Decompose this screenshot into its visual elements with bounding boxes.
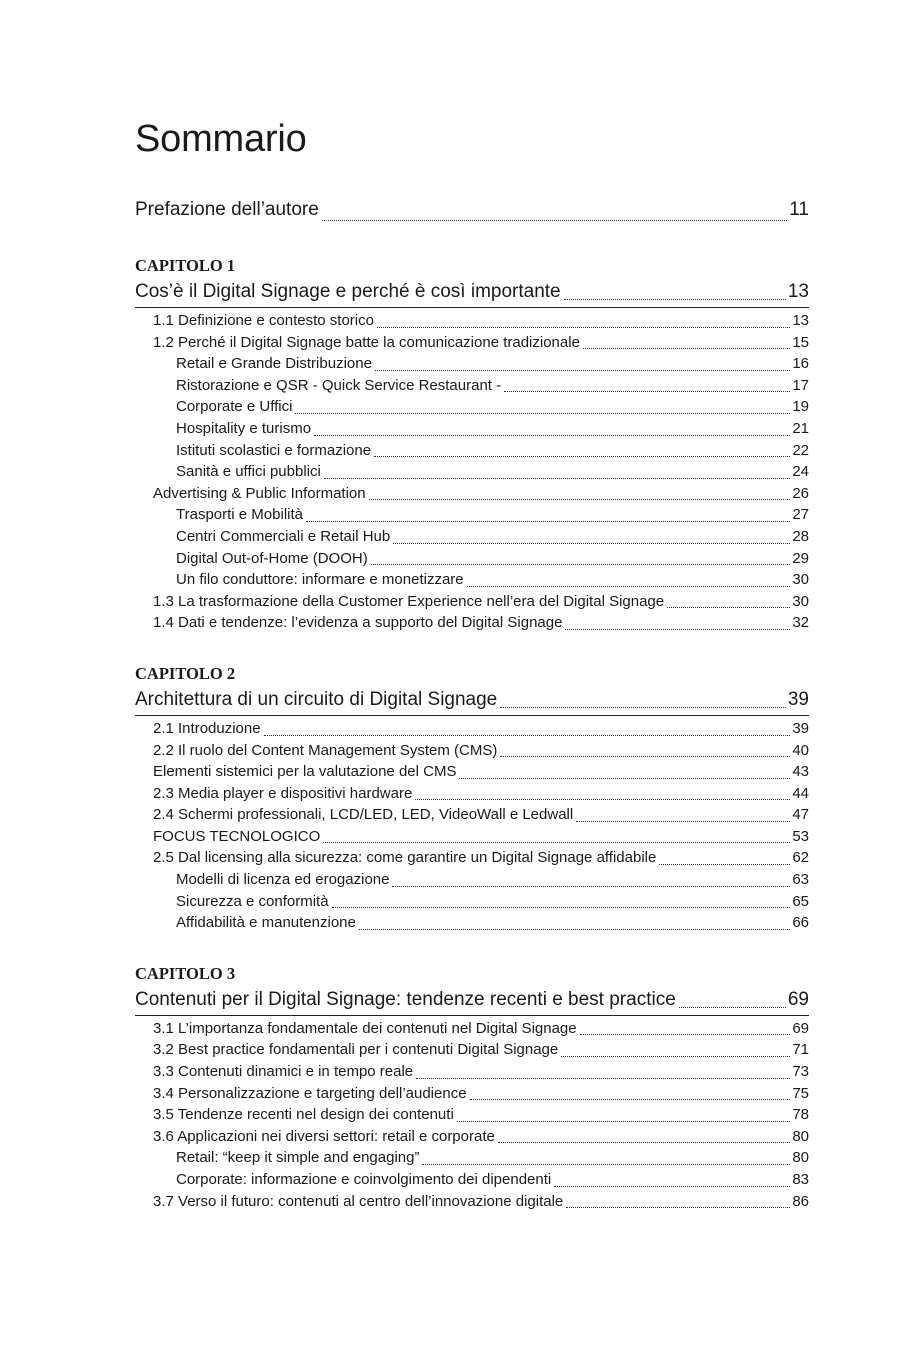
chapter-number: CAPITOLO 2 [135, 663, 236, 683]
chapter-entries [135, 310, 809, 634]
toc-entry[interactable] [135, 783, 809, 805]
toc-entry-page: 78 [792, 1106, 809, 1124]
toc-entry-label: Sicurezza e conformità [176, 892, 329, 910]
toc-entry-label: FOCUS TECNOLOGICO [153, 827, 321, 845]
dot-leader [377, 327, 790, 328]
dot-leader [554, 1186, 790, 1187]
toc-entry[interactable] [135, 1126, 809, 1148]
chapter-title-entry[interactable] [135, 985, 809, 1016]
toc-entry[interactable] [135, 740, 809, 762]
chapters-list [135, 255, 809, 1212]
toc-entry-label: 1.1 Definizione e contesto storico [153, 312, 374, 329]
toc-entry[interactable] [135, 612, 809, 634]
chapter-title-entry[interactable] [135, 277, 809, 308]
dot-leader [498, 1142, 790, 1143]
toc-entry[interactable] [135, 548, 809, 570]
dot-leader [371, 564, 791, 565]
toc-entry-label: Centri Commerciali e Retail Hub [176, 527, 391, 545]
chapter-title-entry[interactable] [135, 685, 809, 716]
toc-entry-label: 3.4 Personalizzazione e targeting dell’audience [153, 1084, 467, 1102]
toc-entry-label: Sanità e uffici pubblici [176, 463, 321, 481]
toc-entry-page: 47 [792, 806, 809, 824]
toc-entry-label: 3.5 Tendenze recenti nel design dei contenuti [153, 1106, 454, 1124]
dot-leader [566, 1207, 790, 1208]
chapter-block [135, 663, 809, 934]
toc-entry-page: 43 [792, 763, 809, 781]
toc-entry-page: 27 [792, 506, 809, 524]
dot-leader [457, 1121, 791, 1122]
toc-entry-label: Ristorazione e QSR - Quick Service Restaurant - [176, 376, 502, 394]
toc-entry-label: 2.3 Media player e dispositivi hardware [153, 784, 413, 802]
toc-entry[interactable] [135, 718, 809, 740]
dot-leader [504, 391, 790, 392]
toc-entry-page: 40 [792, 741, 809, 759]
toc-entry-page: 75 [792, 1084, 809, 1102]
toc-entry-page: 86 [792, 1192, 809, 1210]
toc-entry[interactable] [135, 1104, 809, 1126]
toc-entry-page: 73 [792, 1063, 809, 1081]
toc-entry[interactable] [135, 396, 809, 418]
toc-entry[interactable] [135, 418, 809, 440]
toc-entry[interactable] [135, 1191, 809, 1213]
toc-entry[interactable] [135, 526, 809, 548]
toc-entry[interactable] [135, 310, 809, 332]
toc-entry[interactable] [135, 1169, 809, 1191]
dot-leader [564, 299, 786, 300]
dot-leader [679, 1007, 786, 1008]
toc-entry-page: 21 [792, 419, 809, 437]
dot-leader [470, 1099, 791, 1100]
toc-entry[interactable] [135, 504, 809, 526]
chapter-entries [135, 718, 809, 934]
toc-entry-label: Retail: “keep it simple and engaging” [176, 1149, 420, 1167]
dot-leader [467, 586, 791, 587]
dot-leader [323, 842, 790, 843]
preface-label: Prefazione dell’autore [135, 199, 319, 220]
toc-entry[interactable] [135, 826, 809, 848]
toc-entry-label: Corporate e Uffici [176, 398, 293, 416]
toc-entry-label: Trasporti e Mobilità [176, 506, 303, 524]
chapter-page: 69 [787, 988, 809, 1010]
toc-entry[interactable] [135, 591, 809, 613]
toc-entry-page: 15 [792, 333, 809, 351]
dot-leader [264, 735, 791, 736]
dot-leader [659, 864, 790, 865]
dot-leader [332, 907, 791, 908]
toc-entry-page: 24 [792, 463, 809, 481]
dot-leader [576, 821, 790, 822]
toc-entry-page: 16 [792, 355, 809, 373]
dot-leader [416, 1078, 790, 1079]
toc-entry-label: 3.2 Best practice fondamentali per i contenuti Digital Signage [153, 1041, 559, 1059]
toc-entry-label: Modelli di licenza ed erogazione [176, 871, 390, 889]
toc-entry[interactable] [135, 440, 809, 462]
toc-entry-page: 69 [792, 1019, 809, 1037]
toc-entry[interactable] [135, 891, 809, 913]
dot-leader [459, 778, 790, 779]
dot-leader [667, 607, 790, 608]
chapter-number: CAPITOLO 3 [135, 963, 236, 983]
toc-entry[interactable] [135, 1039, 809, 1061]
dot-leader [583, 348, 790, 349]
chapter-number: CAPITOLO 1 [135, 256, 236, 275]
dot-leader [415, 799, 790, 800]
toc-entry[interactable] [135, 375, 809, 397]
dot-leader [392, 886, 790, 887]
chapter-title: Architettura di un circuito di Digital Signage [135, 688, 498, 710]
toc-entry-page: 71 [792, 1041, 809, 1059]
toc-entry[interactable] [135, 483, 809, 505]
dot-leader [375, 370, 790, 371]
dot-leader [314, 435, 790, 436]
toc-entry-page: 63 [792, 871, 809, 889]
toc-entry-label: Affidabilità e manutenzione [176, 914, 356, 932]
toc-entry-label: 3.1 L’importanza fondamentale dei contenuti nel Digital Signage [153, 1019, 577, 1037]
toc-entry-label: 1.4 Dati e tendenze: l’evidenza a supporto del Digital Signage [153, 614, 563, 632]
toc-entry-label: 3.3 Contenuti dinamici e in tempo reale [153, 1063, 414, 1081]
toc-entry-label: Istituti scolastici e formazione [176, 441, 372, 459]
toc-entry-label: Advertising & Public Information [153, 484, 366, 502]
toc-entry-label: 2.1 Introduzione [153, 719, 261, 737]
chapter-title: Contenuti per il Digital Signage: tendenze recenti e best practice [135, 988, 676, 1010]
toc-entry-page: 53 [792, 827, 809, 845]
toc-entry[interactable] [135, 569, 809, 591]
toc-entry-page: 28 [792, 527, 809, 545]
toc-entry-page: 19 [792, 398, 809, 416]
dot-leader [295, 413, 790, 414]
chapter-block [135, 963, 809, 1212]
toc-entry-page: 80 [792, 1127, 809, 1145]
toc-entry-page: 80 [792, 1149, 809, 1167]
toc-entry-label: 3.6 Applicazioni nei diversi settori: retail e corporate [153, 1127, 495, 1145]
toc-entry[interactable] [135, 1018, 809, 1040]
toc-entry-label: Retail e Grande Distribuzione [176, 355, 372, 373]
toc-entry-label: 1.2 Perché il Digital Signage batte la comunicazione tradizionale [153, 333, 580, 351]
chapter-page: 13 [787, 281, 809, 302]
toc-entry[interactable] [135, 761, 809, 783]
dot-leader [500, 756, 790, 757]
toc-entry[interactable] [135, 1147, 809, 1169]
toc-entry-label: Un filo conduttore: informare e monetizzare [176, 571, 464, 589]
page-title: Sommario [135, 118, 307, 160]
preface-page: 11 [789, 199, 809, 220]
dot-leader [322, 220, 787, 221]
toc-entry-page: 83 [792, 1171, 809, 1188]
toc-entry-page: 13 [792, 312, 809, 329]
toc-entry-page: 30 [792, 592, 809, 610]
dot-leader [500, 707, 786, 708]
toc-entry-page: 29 [792, 549, 809, 567]
dot-leader [369, 499, 791, 500]
dot-leader [561, 1056, 790, 1057]
toc-entry-page: 30 [792, 571, 809, 589]
toc-page [135, 110, 809, 1212]
toc-entry-page: 65 [792, 892, 809, 910]
toc-entry-label: Corporate: informazione e coinvolgimento dei dipendenti [176, 1171, 552, 1188]
toc-entry-label: 3.7 Verso il futuro: contenuti al centro dell’innovazione digitale [153, 1192, 564, 1210]
dot-leader [393, 543, 790, 544]
toc-entry-page: 32 [792, 614, 809, 632]
toc-entry-page: 22 [792, 441, 809, 459]
chapter-page: 39 [787, 688, 809, 710]
dot-leader [422, 1164, 790, 1165]
dot-leader [306, 521, 790, 522]
preface-entry[interactable] [135, 194, 809, 226]
toc-entry-label: Hospitality e turismo [176, 419, 312, 437]
toc-entry-label: 2.5 Dal licensing alla sicurezza: come garantire un Digital Signage affidabile [153, 849, 657, 867]
toc-entry-page: 17 [792, 376, 809, 394]
toc-entry-label: Digital Out-of-Home (DOOH) [176, 549, 368, 567]
dot-leader [374, 456, 790, 457]
toc-entry-label: 1.3 La trasformazione della Customer Experience nell’era del Digital Signage [153, 592, 665, 610]
toc-entry-label: 2.2 Il ruolo del Content Management System (CMS) [153, 741, 498, 759]
toc-entry[interactable] [135, 847, 809, 869]
toc-entry-page: 39 [792, 719, 809, 737]
toc-entry[interactable] [135, 1083, 809, 1105]
toc-entry[interactable] [135, 804, 809, 826]
toc-entry[interactable] [135, 353, 809, 375]
toc-entry[interactable] [135, 461, 809, 483]
chapter-entries [135, 1018, 809, 1212]
toc-entry[interactable] [135, 912, 809, 934]
toc-entry-page: 66 [792, 914, 809, 932]
toc-entry[interactable] [135, 1061, 809, 1083]
chapter-title: Cos’è il Digital Signage e perché è così importante [135, 281, 561, 302]
dot-leader [580, 1034, 791, 1035]
toc-entry[interactable] [135, 869, 809, 891]
dot-leader [359, 929, 790, 930]
toc-entry[interactable] [135, 332, 809, 354]
toc-entry-label: Elementi sistemici per la valutazione del CMS [153, 763, 457, 781]
toc-entry-page: 26 [792, 484, 809, 502]
chapter-block [135, 255, 809, 634]
toc-entry-label: 2.4 Schermi professionali, LCD/LED, LED, VideoWall e Ledwall [153, 806, 574, 824]
toc-entry-page: 44 [792, 784, 809, 802]
toc-entry-page: 62 [792, 849, 809, 867]
dot-leader [565, 629, 790, 630]
dot-leader [324, 478, 790, 479]
